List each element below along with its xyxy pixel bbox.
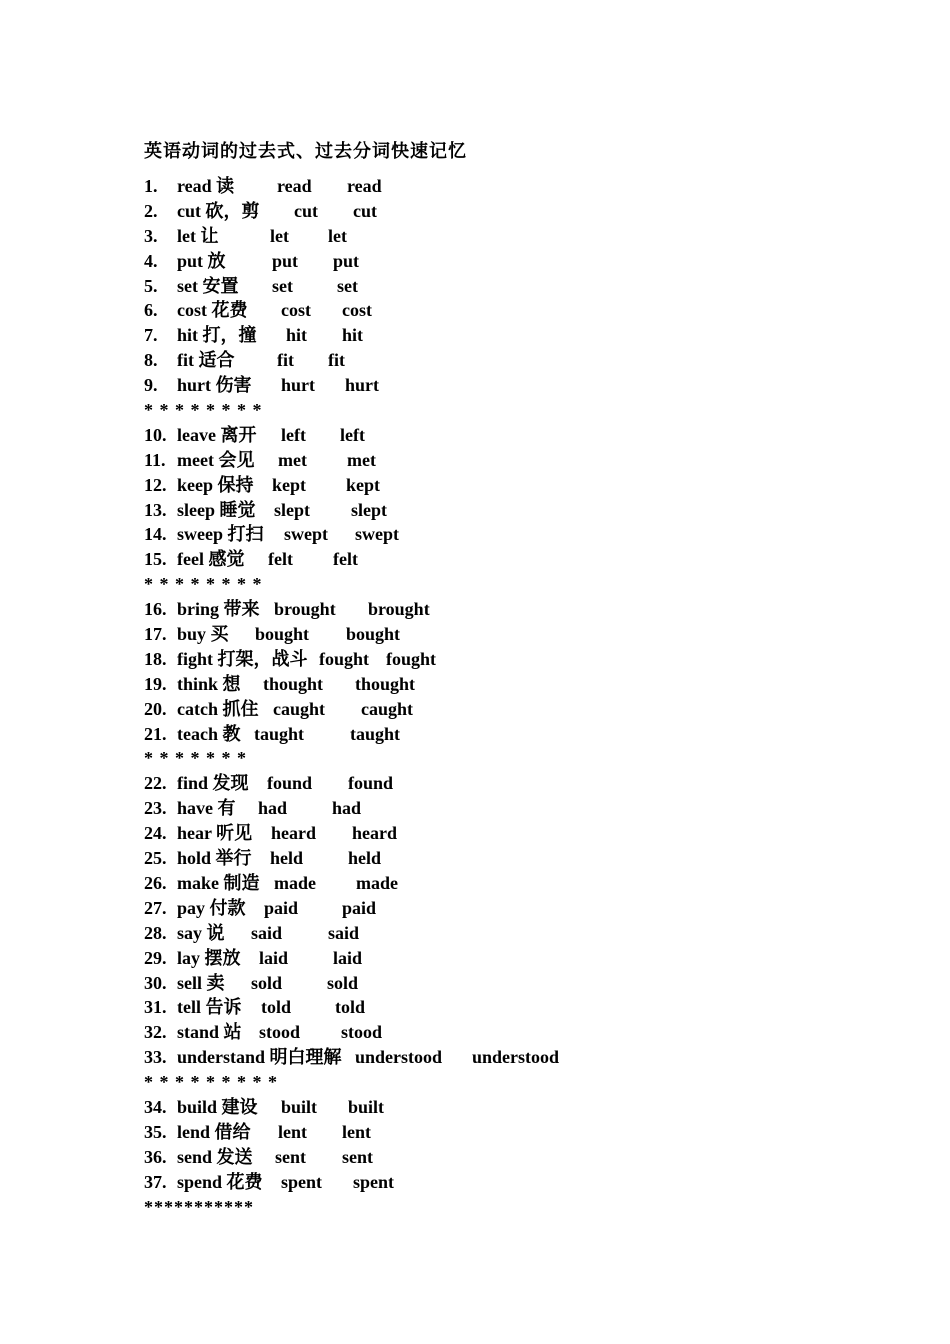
verb-past-participle: kept [346, 474, 381, 495]
verb-row [144, 199, 904, 224]
separator-stars: *********** [144, 1196, 254, 1217]
verb-past-participle: found [348, 773, 394, 794]
verb-past-tense: hurt [281, 375, 316, 396]
verb-row [144, 473, 904, 498]
verb-past-participle: laid [333, 947, 363, 968]
verb-number: 9. [144, 375, 158, 396]
verb-number: 18. [144, 648, 167, 669]
verb-past-participle: held [348, 848, 382, 869]
verb-past-participle: put [333, 250, 360, 271]
verb-base-form: sleep 睡觉 [177, 499, 256, 520]
verb-number: 16. [144, 599, 167, 620]
verb-number: 2. [144, 200, 158, 221]
verb-number: 12. [144, 474, 167, 495]
verb-base-form: hold 举行 [177, 848, 252, 869]
verb-row [144, 323, 904, 348]
verb-past-tense: slept [274, 499, 310, 520]
verb-past-tense: kept [272, 474, 307, 495]
verb-past-participle: left [340, 424, 365, 445]
verb-number: 3. [144, 225, 158, 246]
verb-past-tense: lent [278, 1121, 307, 1142]
verb-past-tense: found [267, 773, 313, 794]
verb-past-participle: brought [368, 599, 430, 620]
verb-row [144, 373, 904, 398]
verb-past-participle: lent [342, 1121, 371, 1142]
verb-row [144, 771, 904, 796]
verb-past-tense: held [270, 848, 304, 869]
verb-past-tense: put [272, 250, 299, 271]
verb-row [144, 921, 904, 946]
verb-past-participle: set [337, 275, 358, 296]
verb-past-participle: let [328, 225, 347, 246]
verb-number: 5. [144, 275, 158, 296]
verb-row [144, 722, 904, 747]
verb-base-form: build 建设 [177, 1096, 258, 1117]
verb-past-participle: sold [327, 972, 359, 993]
verb-past-tense: fought [319, 648, 370, 669]
verb-base-form: feel 感觉 [177, 549, 245, 570]
verb-base-form: cost 花费 [177, 300, 248, 321]
verb-number: 1. [144, 176, 158, 196]
verb-past-tense: paid [264, 897, 299, 918]
verb-number: 20. [144, 698, 167, 719]
verb-past-participle: stood [341, 1022, 383, 1043]
verb-past-participle: understood [472, 1047, 560, 1068]
verb-base-form: spend 花费 [177, 1171, 263, 1192]
verb-past-participle: hit [342, 325, 364, 346]
verb-number: 21. [144, 723, 167, 744]
verb-base-form: catch 抓住 [177, 698, 259, 719]
verb-past-participle: met [347, 449, 376, 470]
verb-number: 13. [144, 499, 167, 520]
verb-base-form: lend 借给 [177, 1121, 251, 1142]
verb-past-participle: read [347, 176, 382, 196]
verb-number: 4. [144, 250, 158, 271]
verb-past-participle: cost [342, 300, 372, 321]
verb-base-form: set 安置 [177, 275, 239, 296]
section-separator [144, 746, 904, 771]
verb-past-tense: stood [259, 1022, 301, 1043]
verb-row [144, 672, 904, 697]
verb-row [144, 946, 904, 971]
verb-past-tense: fit [277, 350, 294, 371]
verb-base-form: put 放 [177, 250, 226, 271]
verb-number: 23. [144, 798, 167, 819]
verb-number: 17. [144, 624, 167, 645]
verb-past-participle: taught [350, 723, 401, 744]
verb-number: 30. [144, 972, 167, 993]
verb-base-form: tell 告诉 [177, 997, 242, 1018]
separator-stars: * * * * * * * * [144, 574, 263, 595]
verb-row [144, 174, 904, 199]
verb-row [144, 1170, 904, 1195]
verb-past-participle: sent [342, 1146, 373, 1167]
verb-base-form: sell 卖 [177, 972, 225, 993]
verb-base-form: bring 带来 [177, 599, 260, 620]
verb-past-tense: read [277, 176, 312, 196]
verb-past-participle: fit [328, 350, 345, 371]
verb-number: 25. [144, 848, 167, 869]
verb-past-tense: told [261, 997, 292, 1018]
verb-past-tense: built [281, 1096, 318, 1117]
verb-past-participle: caught [361, 698, 414, 719]
verb-past-participle: made [356, 872, 398, 893]
verb-row [144, 871, 904, 896]
verb-past-participle: told [335, 997, 366, 1018]
verb-past-tense: had [258, 798, 288, 819]
verb-number: 31. [144, 997, 167, 1018]
verb-base-form: teach 教 [177, 723, 241, 744]
verb-past-participle: built [348, 1096, 385, 1117]
verb-base-form: sweep 打扫 [177, 524, 264, 545]
verb-row [144, 1045, 904, 1070]
verb-row [144, 796, 904, 821]
verb-base-form: find 发现 [177, 773, 249, 794]
separator-stars: * * * * * * * * [144, 400, 263, 421]
verb-base-form: hit 打，撞 [177, 325, 257, 346]
verb-row [144, 1020, 904, 1045]
verb-base-form: hear 听见 [177, 823, 253, 844]
verb-base-form: keep 保持 [177, 474, 254, 495]
verb-past-participle: cut [353, 200, 377, 221]
verb-past-tense: brought [274, 599, 336, 620]
verb-row [144, 298, 904, 323]
verb-base-form: stand 站 [177, 1022, 242, 1043]
verb-row [144, 896, 904, 921]
verb-row [144, 1120, 904, 1145]
verb-row [144, 622, 904, 647]
separator-stars: * * * * * * * * * [144, 1072, 278, 1093]
verb-past-participle: heard [352, 823, 397, 844]
separator-stars: * * * * * * * [144, 748, 247, 769]
verb-number: 29. [144, 947, 167, 968]
verb-number: 15. [144, 549, 167, 570]
verb-past-tense: sold [251, 972, 283, 993]
verb-row [144, 697, 904, 722]
verb-base-form: read 读 [177, 176, 235, 196]
verb-row [144, 1095, 904, 1120]
verb-base-form: lay 摆放 [177, 947, 241, 968]
verb-row [144, 274, 904, 299]
section-separator [144, 1195, 904, 1220]
verb-number: 14. [144, 524, 167, 545]
verb-past-participle: said [328, 922, 360, 943]
verb-number: 8. [144, 350, 158, 371]
verb-list [144, 174, 904, 1219]
verb-past-tense: heard [271, 823, 316, 844]
verb-past-participle: spent [353, 1171, 395, 1192]
verb-base-form: say 说 [177, 922, 225, 943]
verb-past-tense: sent [275, 1146, 306, 1167]
verb-past-tense: caught [273, 698, 326, 719]
verb-past-participle: hurt [345, 375, 380, 396]
verb-past-participle: had [332, 798, 362, 819]
verb-number: 10. [144, 424, 167, 445]
verb-base-form: think 想 [177, 673, 241, 694]
verb-past-tense: thought [263, 673, 324, 694]
verb-past-tense: understood [355, 1047, 443, 1068]
verb-base-form: leave 离开 [177, 424, 257, 445]
verb-base-form: pay 付款 [177, 897, 246, 918]
verb-number: 28. [144, 922, 167, 943]
verb-past-tense: swept [284, 524, 328, 545]
verb-row [144, 995, 904, 1020]
verb-row [144, 846, 904, 871]
verb-number: 34. [144, 1096, 167, 1117]
verb-base-form: cut 砍，剪 [177, 200, 260, 221]
verb-row [144, 498, 904, 523]
verb-row [144, 647, 904, 672]
verb-past-participle: swept [355, 524, 399, 545]
verb-past-participle: bought [346, 624, 401, 645]
verb-past-tense: cut [294, 200, 318, 221]
verb-number: 37. [144, 1171, 167, 1192]
verb-base-form: fit 适合 [177, 350, 235, 371]
verb-base-form: understand 明白理解 [177, 1047, 342, 1068]
verb-base-form: buy 买 [177, 624, 229, 645]
verb-past-tense: set [272, 275, 293, 296]
verb-base-form: have 有 [177, 798, 236, 819]
verb-number: 35. [144, 1121, 167, 1142]
verb-base-form: send 发送 [177, 1146, 253, 1167]
verb-past-tense: bought [255, 624, 310, 645]
verb-row [144, 348, 904, 373]
verb-row [144, 547, 904, 572]
verb-number: 24. [144, 823, 167, 844]
verb-number: 22. [144, 773, 167, 794]
verb-number: 36. [144, 1146, 167, 1167]
verb-past-tense: cost [281, 300, 311, 321]
verb-row [144, 1145, 904, 1170]
verb-past-participle: paid [342, 897, 377, 918]
verb-past-participle: felt [333, 549, 358, 570]
verb-row [144, 597, 904, 622]
section-separator [144, 1070, 904, 1095]
verb-past-tense: hit [286, 325, 308, 346]
verb-row [144, 821, 904, 846]
verb-base-form: make 制造 [177, 872, 260, 893]
verb-past-participle: thought [355, 673, 416, 694]
verb-number: 7. [144, 325, 158, 346]
verb-past-tense: laid [259, 947, 289, 968]
verb-past-tense: said [251, 922, 283, 943]
section-separator [144, 572, 904, 597]
verb-past-tense: made [274, 872, 316, 893]
verb-number: 32. [144, 1022, 167, 1043]
verb-number: 33. [144, 1047, 167, 1068]
verb-row [144, 249, 904, 274]
verb-past-tense: taught [254, 723, 305, 744]
verb-base-form: let 让 [177, 225, 219, 246]
document-title: 英语动词的过去式、过去分词快速记忆 [144, 141, 467, 162]
verb-number: 6. [144, 300, 158, 321]
verb-number: 11. [144, 449, 166, 470]
verb-row [144, 522, 904, 547]
verb-number: 26. [144, 872, 167, 893]
verb-number: 19. [144, 673, 167, 694]
verb-row [144, 448, 904, 473]
verb-past-tense: spent [281, 1171, 323, 1192]
verb-row [144, 224, 904, 249]
section-separator [144, 398, 904, 423]
verb-base-form: meet 会见 [177, 449, 255, 470]
verb-past-tense: let [270, 225, 289, 246]
verb-base-form: fight 打架，战斗 [177, 648, 308, 669]
verb-past-tense: left [281, 424, 306, 445]
verb-past-tense: met [278, 449, 307, 470]
verb-row [144, 423, 904, 448]
verb-row [144, 971, 904, 996]
verb-number: 27. [144, 897, 167, 918]
verb-past-participle: slept [351, 499, 387, 520]
verb-base-form: hurt 伤害 [177, 375, 252, 396]
verb-past-participle: fought [386, 648, 437, 669]
verb-past-tense: felt [268, 549, 293, 570]
